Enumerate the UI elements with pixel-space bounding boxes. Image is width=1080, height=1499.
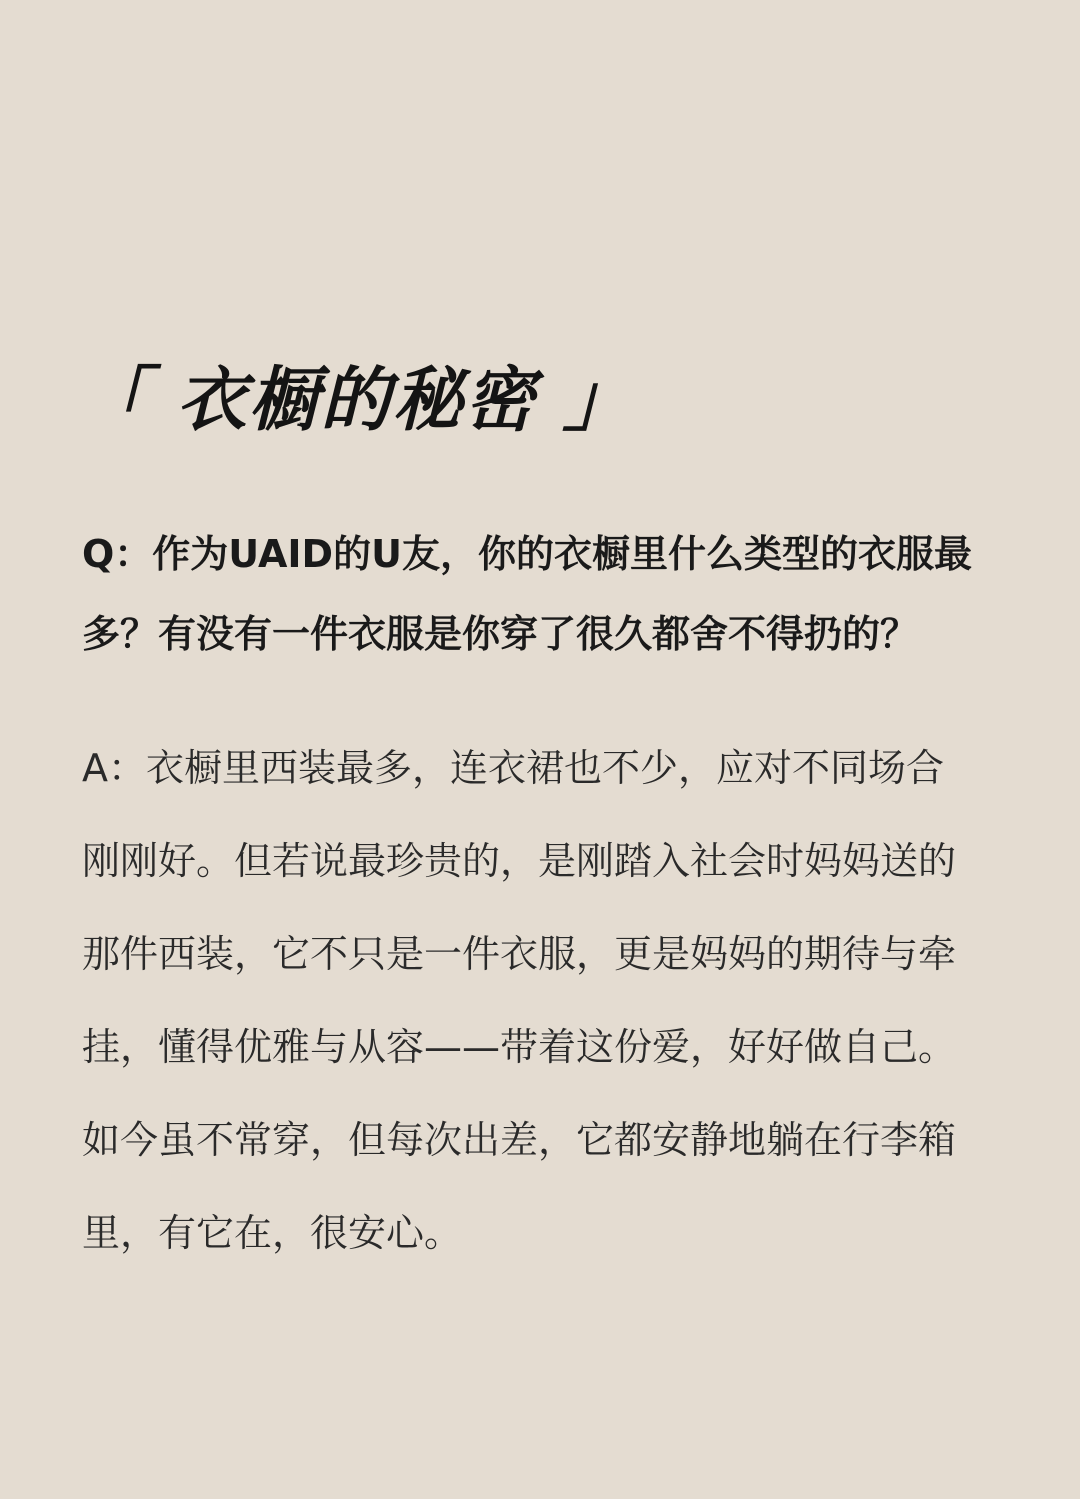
question-line: Q：作为UAID的U友，你的衣橱里什么类型的衣服最 bbox=[82, 532, 972, 576]
answer-line: 刚刚好。但若说最珍贵的，是刚踏入社会时妈妈送的 bbox=[82, 839, 957, 883]
answer-line: A：衣橱里西装最多，连衣裙也不少，应对不同场合 bbox=[82, 746, 944, 790]
article-title: 「 衣橱的秘密 」 bbox=[78, 359, 635, 441]
answer-line: 那件西装，它不只是一件衣服，更是妈妈的期待与牵 bbox=[82, 932, 957, 976]
answer-line: 挂，懂得优雅与从容——带着这份爱，好好做自己。 bbox=[82, 1025, 957, 1069]
answer-line: 如今虽不常穿，但每次出差，它都安静地躺在行李箱 bbox=[82, 1118, 957, 1162]
answer-block bbox=[82, 722, 1012, 1280]
answer-line: 里，有它在，很安心。 bbox=[82, 1211, 463, 1255]
question-block bbox=[82, 514, 1012, 674]
question-line: 多？有没有一件衣服是你穿了很久都舍不得扔的？ bbox=[82, 612, 919, 656]
